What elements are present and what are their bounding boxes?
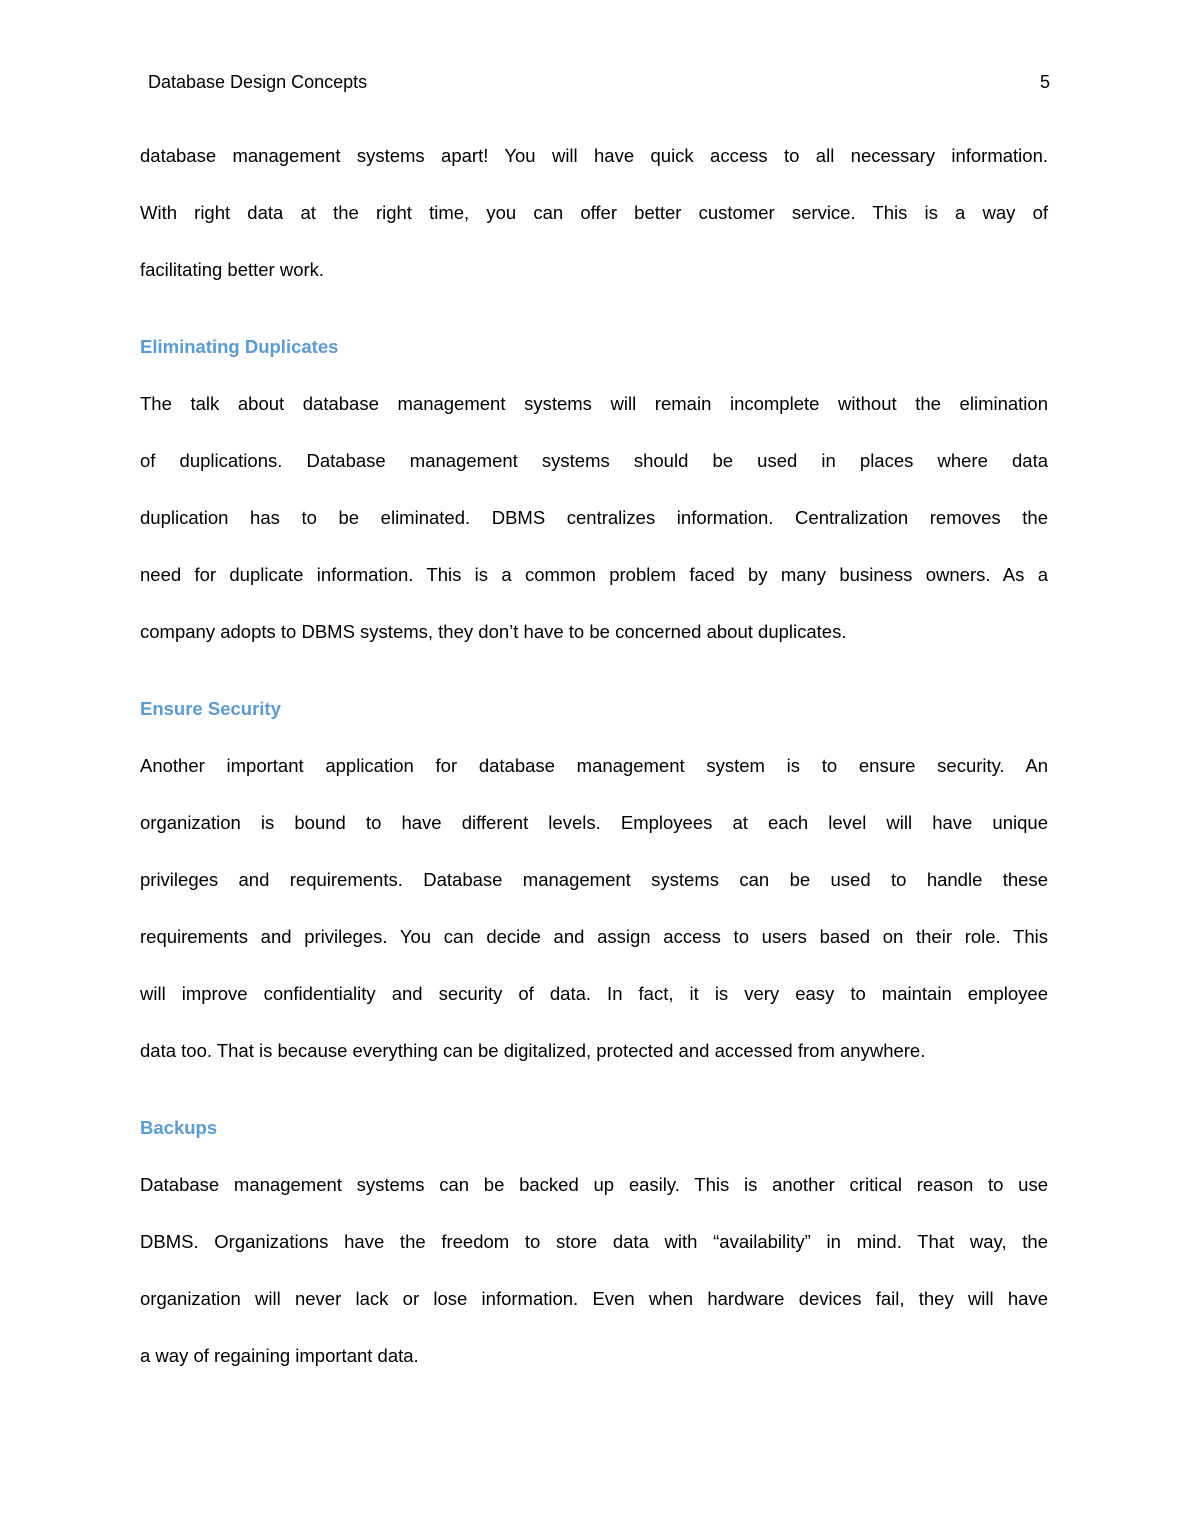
paragraph-line: company adopts to DBMS systems, they don’t have to be concerned about duplicates. [140,621,847,642]
document-body [140,127,1048,1384]
section-heading: Ensure Security [140,698,281,719]
section-heading: Backups [140,1117,218,1138]
paragraph-line: organization is bound to have different levels. Employees at each level will have unique [140,812,1048,833]
paragraph-line: privileges and requirements. Database management systems can be used to handle these [140,869,1048,890]
paragraph-line: a way of regaining important data. [140,1345,419,1366]
paragraph-line: will improve confidentiality and security of data. In fact, it is very easy to maintain employee [140,983,1048,1004]
page-header [148,72,1050,96]
paragraph-line: database management systems apart! You will have quick access to all necessary information. [140,145,1048,166]
running-title: Database Design Concepts [148,72,368,92]
paragraph-line: The talk about database management systems will remain incomplete without the elimination [140,393,1048,414]
paragraph-line: organization will never lack or lose information. Even when hardware devices fail, they will have [140,1288,1048,1309]
intro-paragraph [140,127,1048,298]
paragraph-line: duplication has to be eliminated. DBMS centralizes information. Centralization removes the [140,507,1048,528]
section-ensure-security [140,680,1048,1079]
page-number: 5 [1039,72,1050,92]
paragraph-line: DBMS. Organizations have the freedom to store data with “availability” in mind. That way, the [140,1231,1048,1252]
paragraph-line: With right data at the right time, you can offer better customer service. This is a way of [140,202,1048,223]
section-backups [140,1099,1048,1384]
paragraph-line: facilitating better work. [140,259,325,280]
paragraph-line: data too. That is because everything can be digitalized, protected and accessed from anywhere. [140,1040,926,1061]
paragraph-line: requirements and privileges. You can decide and assign access to users based on their role. This [140,926,1048,947]
section-eliminating-duplicates [140,318,1048,660]
paragraph-line: need for duplicate information. This is a common problem faced by many business owners. As a [140,564,1048,585]
section-heading: Eliminating Duplicates [140,336,339,357]
paragraph-line: of duplications. Database management systems should be used in places where data [140,450,1048,471]
paragraph-line: Database management systems can be backed up easily. This is another critical reason to use [140,1174,1048,1195]
paragraph-line: Another important application for database management system is to ensure security. An [140,755,1048,776]
